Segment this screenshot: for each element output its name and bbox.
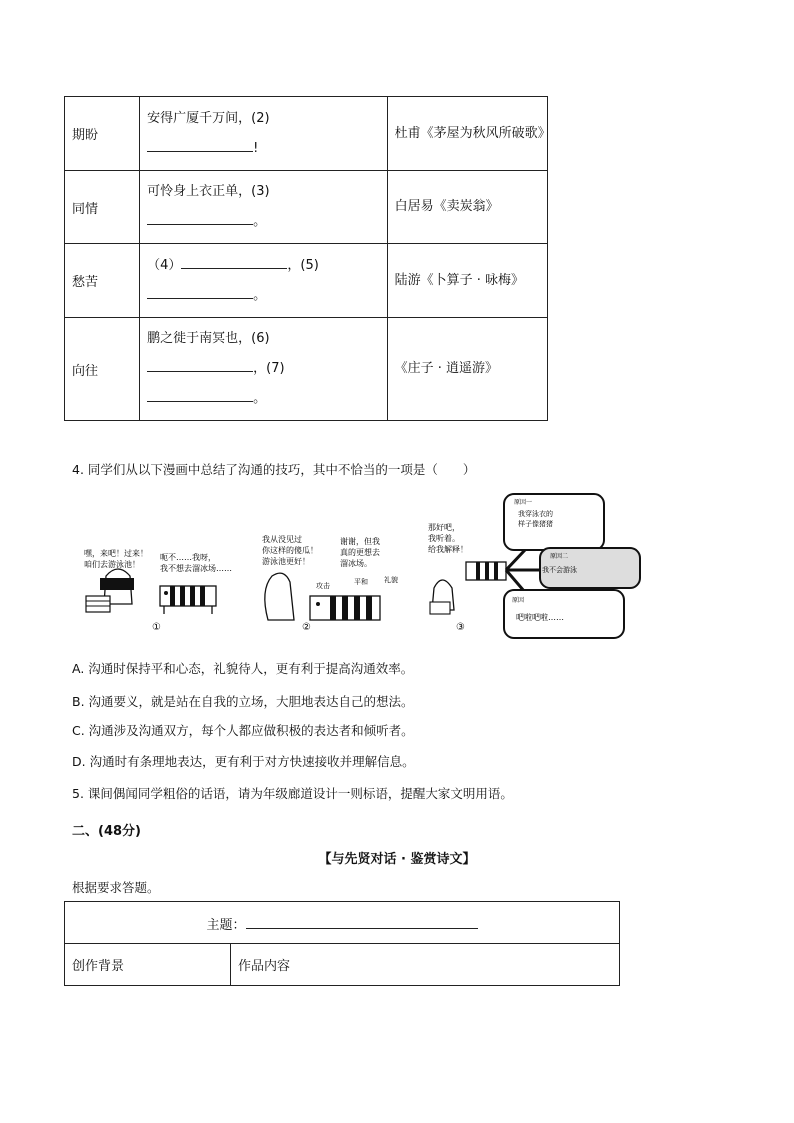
answer-blank[interactable] — [147, 283, 253, 299]
panel-number: ② — [302, 622, 311, 633]
verse-cell: 安得广厦千万间，(2) ! — [140, 97, 388, 171]
emotion-cell: 期盼 — [65, 97, 140, 171]
caption-text: 平和 — [354, 578, 368, 586]
speech-text: 我穿泳衣的 — [518, 510, 553, 518]
option-b[interactable]: B. 沟通要义，就是站在自我的立场，大胆地表达自己的想法。 — [72, 694, 414, 709]
section-heading: 二、(48分) — [72, 824, 141, 839]
theme-cell — [65, 902, 620, 944]
communication-comic — [72, 492, 646, 642]
bag-icon — [86, 596, 110, 612]
comic-panel-2 — [262, 534, 398, 633]
speech-text: 给我解释！ — [428, 545, 468, 554]
table-row — [65, 171, 548, 244]
answer-blank[interactable] — [147, 209, 253, 225]
answer-blank[interactable] — [181, 253, 287, 269]
emotion-cell: 同情 — [65, 171, 140, 244]
striped-cat — [466, 562, 506, 580]
speech-text: 我从没见过 — [262, 535, 302, 544]
emotion-cell: 向往 — [65, 318, 140, 421]
speech-text: 嘿，来吧！过来！ — [84, 549, 148, 558]
speech-text: 我不会游泳 — [542, 566, 577, 574]
speech-text: 我听着。 — [428, 534, 460, 543]
striped-cat — [310, 596, 380, 620]
striped-cat — [160, 586, 216, 614]
option-a[interactable]: A. 沟通时保持平和心态，礼貌待人，更有利于提高沟通效率。 — [72, 661, 414, 676]
source-cell: 《庄子 · 逍遥游》 — [387, 318, 547, 421]
speech-text: 样子像猪猪 — [518, 520, 553, 528]
poem-table — [64, 96, 551, 421]
girl-hair — [100, 578, 134, 590]
source-cell: 杜甫《茅屋为秋风所破歌》 — [387, 97, 547, 171]
caption-text: 原因一 — [514, 499, 533, 506]
section-title: 【与先贤对话 · 鉴赏诗文】 — [318, 852, 476, 867]
theme-input[interactable] — [246, 913, 478, 929]
table-row — [65, 244, 548, 318]
table-row — [65, 944, 620, 986]
speech-text: 那好吧， — [428, 523, 460, 532]
question-4-stem: 4. 同学们从以下漫画中总结了沟通的技巧，其中不恰当的一项是（ ） — [72, 462, 476, 477]
emotion-cell: 愁苦 — [65, 244, 140, 318]
speech-text: 你这样的傻瓜！ — [262, 546, 318, 555]
background-header: 创作背景 — [65, 944, 231, 986]
creation-table — [64, 901, 620, 986]
caption-text: 礼貌 — [384, 576, 398, 584]
verse-cell: 鹏之徙于南冥也，(6) ，(7) 。 — [140, 318, 388, 421]
caption-text: 原因二 — [550, 553, 569, 560]
answer-blank[interactable] — [147, 386, 253, 402]
table-row — [65, 902, 620, 944]
speech-text: 谢谢，但我 — [340, 537, 380, 546]
content-header: 作品内容 — [231, 944, 620, 986]
verse-cell: （4） ，(5) 。 — [140, 244, 388, 318]
theme-label: 主题： — [206, 917, 246, 933]
option-c[interactable]: C. 沟通涉及沟通双方，每个人都应做积极的表达者和倾听者。 — [72, 723, 414, 738]
table-row — [65, 318, 548, 421]
option-d[interactable]: D. 沟通时有条理地表达，更有利于对方快速接收并理解信息。 — [72, 754, 415, 769]
caption-text: 原因 — [512, 597, 525, 604]
speech-text: 我不想去溜冰场…… — [160, 564, 232, 573]
bag-icon — [430, 602, 450, 614]
speech-text: 真的更想去 — [340, 548, 380, 557]
speech-text: 溜冰场。 — [340, 559, 372, 568]
answer-blank[interactable] — [147, 136, 253, 152]
source-cell: 陆游《卜算子 · 咏梅》 — [387, 244, 547, 318]
question-5: 5. 课间偶闻同学粗俗的话语，请为年级廊道设计一则标语，提醒大家文明用语。 — [72, 786, 513, 801]
girl-figure — [265, 573, 294, 620]
table-row — [65, 97, 548, 171]
speech-text: 吧啦吧啦…… — [516, 613, 564, 622]
instruction-text: 根据要求答题。 — [72, 880, 160, 895]
source-cell: 白居易《卖炭翁》 — [387, 171, 547, 244]
caption-text: 攻击 — [316, 582, 330, 590]
verse-cell: 可怜身上衣正单，(3) 。 — [140, 171, 388, 244]
answer-blank[interactable] — [147, 356, 253, 372]
speech-text: 游泳池更好！ — [262, 557, 310, 566]
panel-number: ③ — [456, 622, 465, 633]
comic-panel-3 — [428, 494, 640, 638]
panel-number: ① — [152, 622, 161, 633]
comic-panel-1 — [84, 548, 232, 633]
speech-text: 呃不……我呀， — [160, 553, 216, 562]
speech-text: 咱们去游泳池！ — [84, 560, 140, 569]
